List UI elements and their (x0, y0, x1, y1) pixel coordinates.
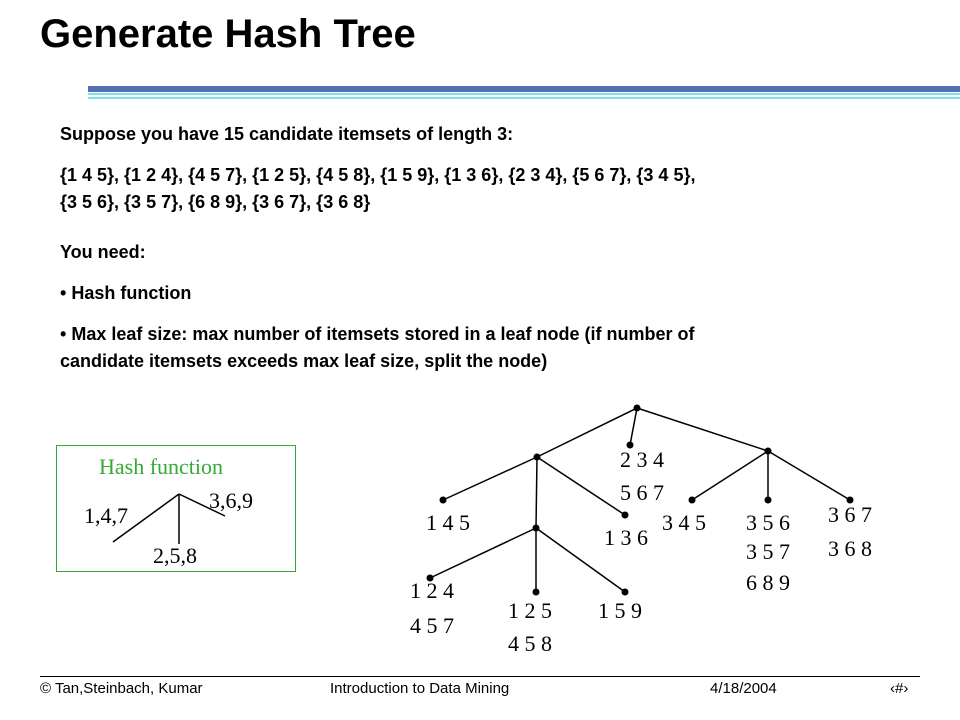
node-left-child (533, 525, 540, 532)
leaf-itemset: 3 6 7 (828, 502, 872, 527)
node-root (634, 405, 641, 412)
leaf-159 (598, 598, 642, 623)
leaf-124-457 (410, 578, 454, 638)
edge-child-leaf-124 (430, 528, 536, 578)
bullet-max-leaf-line-2: candidate itemsets exceeds max leaf size, split the node) (60, 351, 548, 371)
leaf-367-368 (828, 502, 872, 561)
edge-right-leaf-345 (692, 451, 768, 500)
leaf-356-357-689 (746, 510, 790, 595)
footer-date: 4/18/2004 (710, 680, 777, 697)
leaf-itemset: 4 5 8 (508, 631, 552, 656)
footer-copyright: © Tan,Steinbach, Kumar (40, 680, 203, 697)
bullet-mark: • (60, 283, 67, 303)
leaf-itemset: 3 5 6 (746, 510, 790, 535)
leaf-itemset: 3 5 7 (746, 539, 790, 564)
leaf-itemset: 1 5 9 (598, 598, 642, 623)
leaf-234-567 (620, 447, 664, 505)
hash-function-title: Hash function (99, 454, 224, 479)
footer-course: Introduction to Data Mining (330, 680, 510, 697)
node-leaf-125 (533, 589, 540, 596)
leaf-itemset: 4 5 7 (410, 613, 454, 638)
hash-middle-values: 2,5,8 (153, 543, 197, 568)
edge-root-right (637, 408, 768, 451)
leaf-itemset: 6 8 9 (746, 570, 790, 595)
edge-left-child (536, 457, 537, 528)
edge-left-leaf-145 (443, 457, 537, 500)
edge-left-leaf-136 (537, 457, 625, 515)
leaf-itemset: 3 4 5 (662, 510, 706, 535)
node-right (765, 448, 772, 455)
footer-page-number: ‹#› (890, 680, 909, 697)
slide-title: Generate Hash Tree (40, 12, 416, 56)
node-leaf-159 (622, 589, 629, 596)
leaf-itemset: 1 2 4 (410, 578, 454, 603)
bullet-mark: • (60, 324, 67, 344)
leaf-itemset: 2 3 4 (620, 447, 664, 472)
leaf-itemset: 1 3 6 (604, 525, 648, 550)
bullet-hash-function-text: Hash function (71, 283, 192, 303)
intro-text: Suppose you have 15 candidate itemsets of length 3: (60, 124, 514, 144)
bullet-max-leaf-line-1: Max leaf size: max number of itemsets stored in a leaf node (if number of (71, 324, 695, 344)
you-need-label: You need: (60, 242, 146, 262)
hash-left-values: 1,4,7 (84, 503, 128, 528)
node-leaf-356 (765, 497, 772, 504)
itemsets-line-1: {1 4 5}, {1 2 4}, {4 5 7}, {1 2 5}, {4 5 8}, {1 5 9}, {1 3 6}, {2 3 4}, {5 6 7}, {3 4 5}, (60, 165, 696, 185)
node-leaf-145 (440, 497, 447, 504)
leaf-125-458 (508, 598, 552, 656)
leaf-345 (662, 510, 706, 535)
edge-root-middle (630, 408, 637, 445)
node-leaf-136 (622, 512, 629, 519)
edge-right-leaf-367 (768, 451, 850, 500)
hash-right-values: 3,6,9 (209, 488, 253, 513)
footer-rule (40, 676, 920, 677)
leaf-itemset: 1 2 5 (508, 598, 552, 623)
leaf-itemset: 1 4 5 (426, 510, 470, 535)
leaf-itemset: 5 6 7 (620, 480, 664, 505)
leaf-itemset: 3 6 8 (828, 536, 872, 561)
leaf-136 (604, 525, 648, 550)
leaf-145 (426, 510, 470, 535)
itemsets-line-2: {3 5 6}, {3 5 7}, {6 8 9}, {3 6 7}, {3 6 8} (60, 192, 371, 212)
node-left (534, 454, 541, 461)
node-leaf-345 (689, 497, 696, 504)
